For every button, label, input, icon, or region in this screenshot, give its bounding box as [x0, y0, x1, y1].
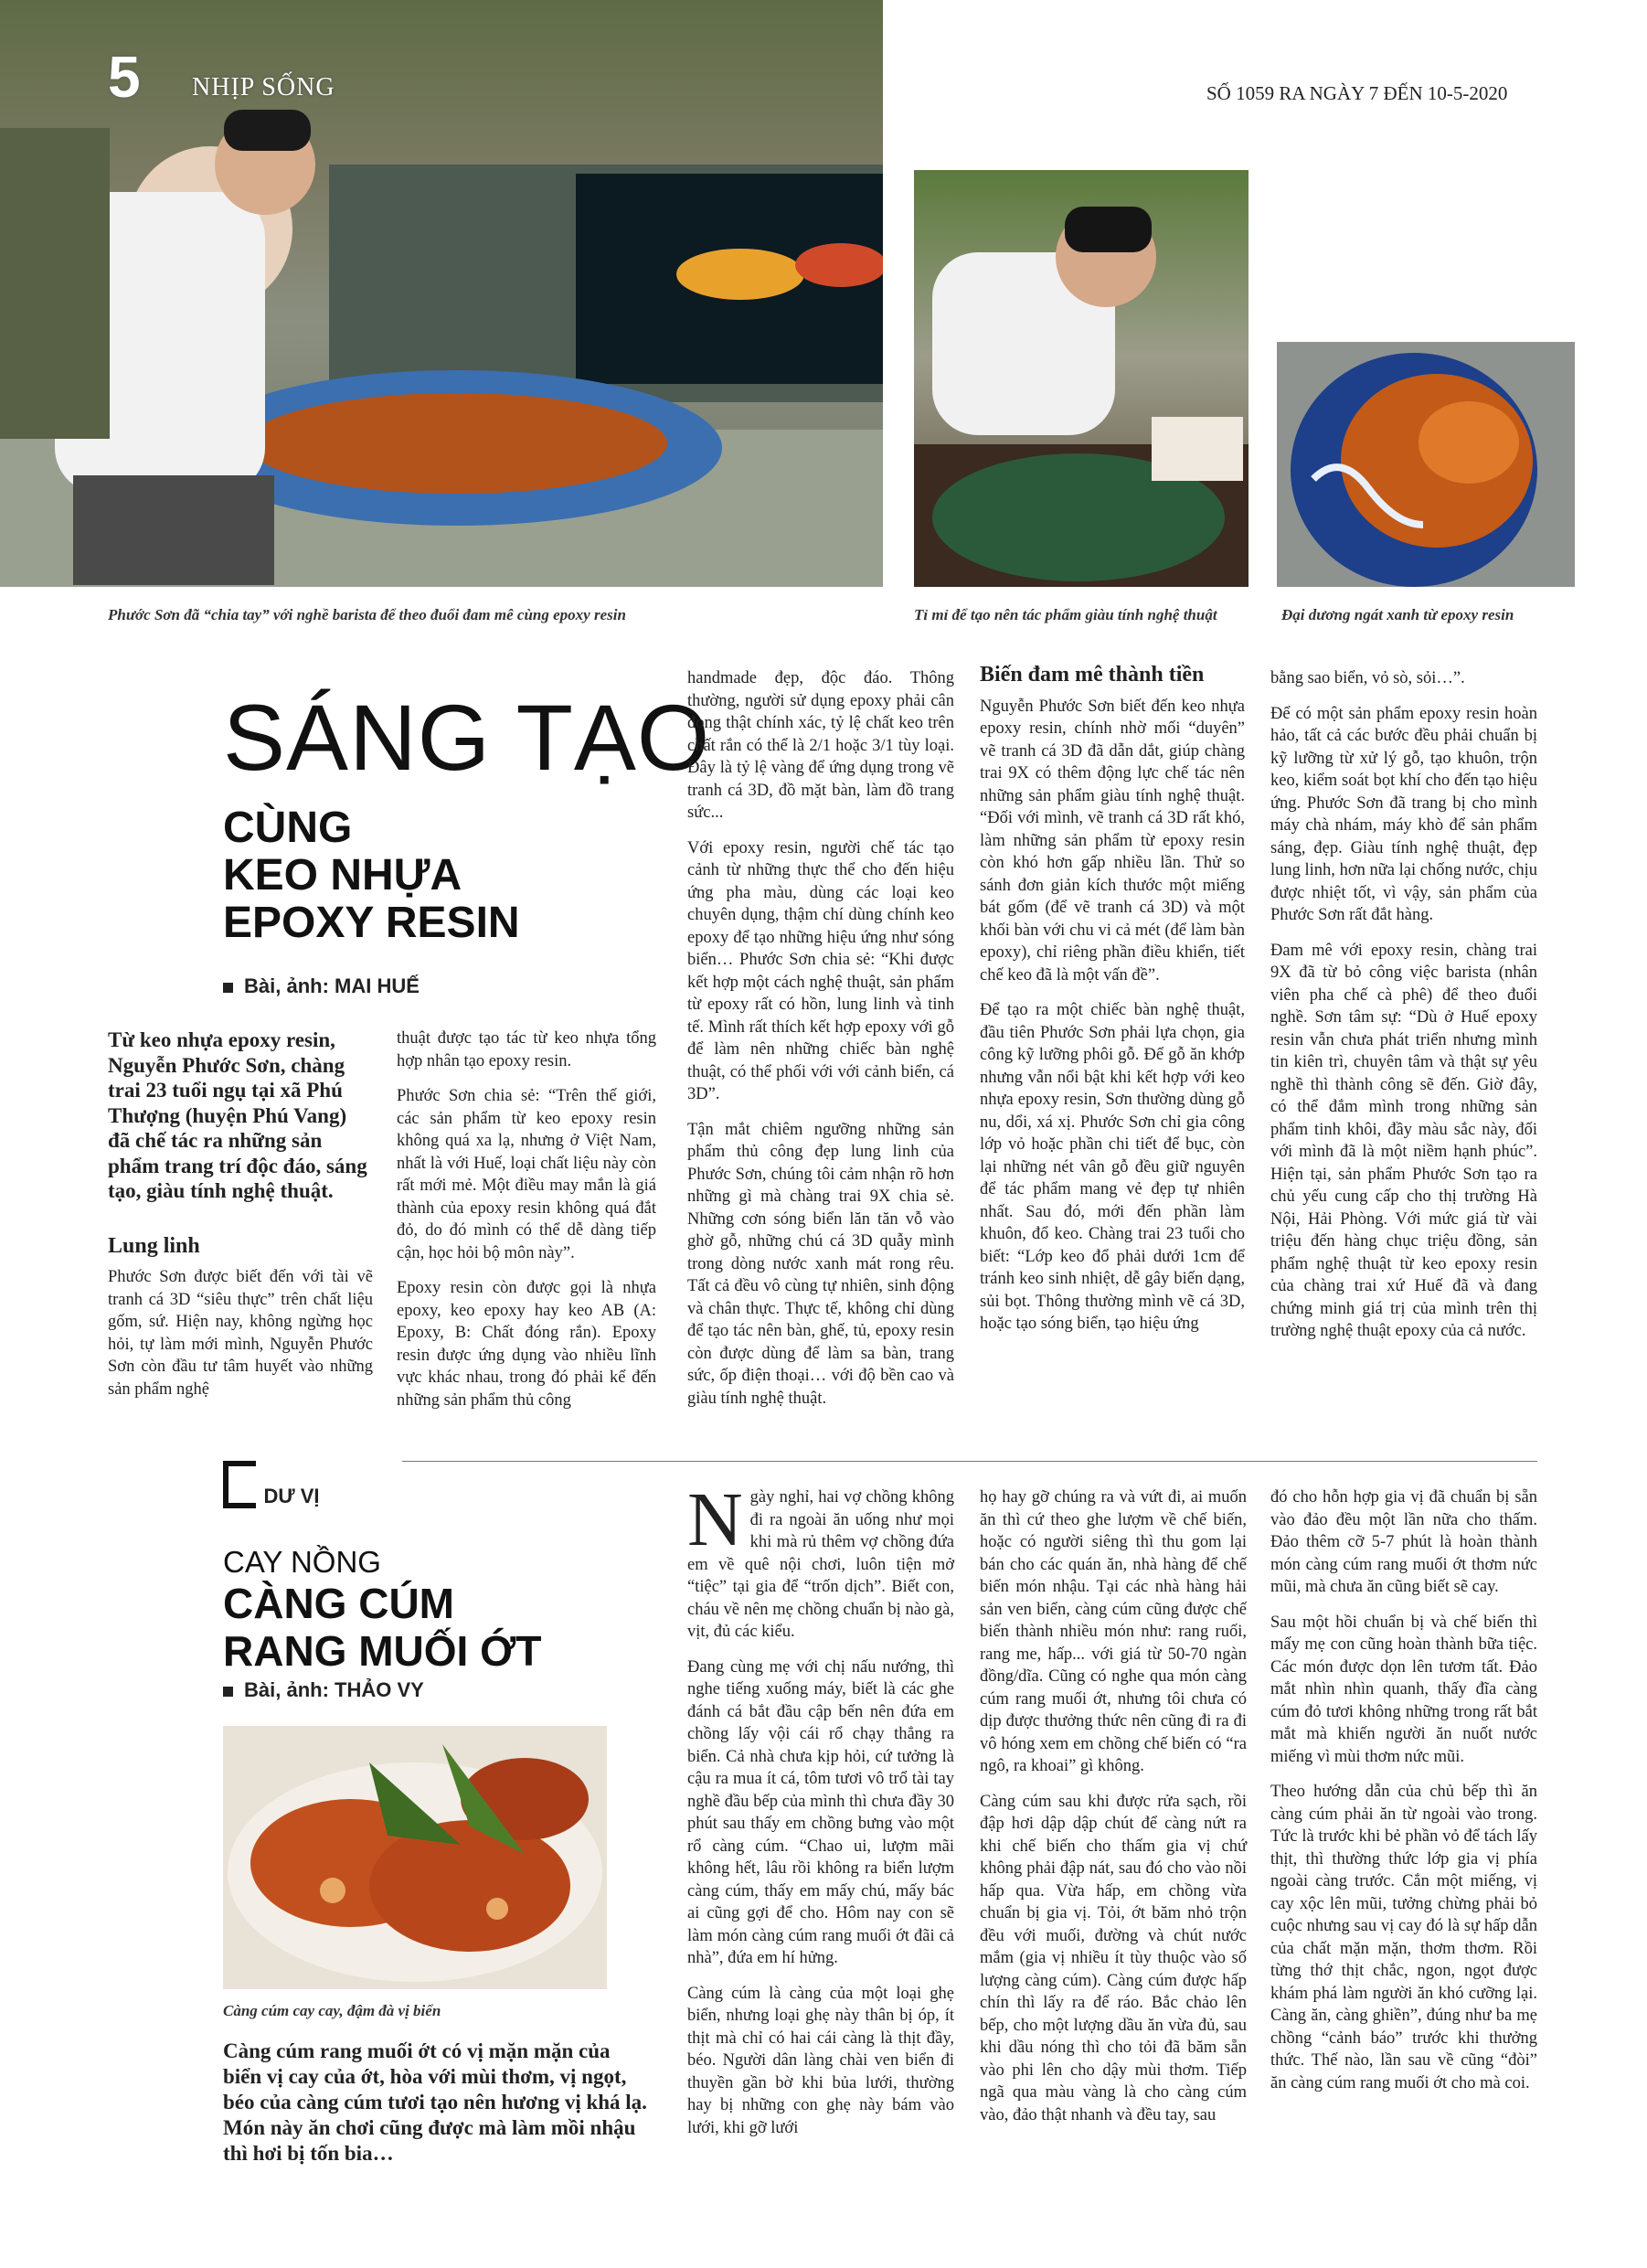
article1-column-4	[980, 664, 1245, 1348]
article2-lead: Càng cúm rang muối ớt có vị mặn mặn của biển vị cay của ớt, hòa với mùi thơm, vị ngọt, béo của càng cúm tươi tạo nên hương vị khá lạ. Món này ăn chơi cũng được mà làm mồi nhậu thì hơi bị tốn bia…	[223, 2039, 647, 2165]
article1-paragraph: bằng sao biển, vỏ sò, sỏi…”.	[1270, 669, 1465, 687]
article2-paragraph: Theo hướng dẫn của chủ bếp thì ăn càng cúm phải ăn từ ngoài vào trong. Tức là trước khi bẻ phần vỏ để tách lấy thịt, thì thường thức lớp gia vị phía ngoài càng trước. Cắn một miếng, vị cay xộc lên mũi, tưởng chừng phải bỏ cuộc nhưng sau vị cay đó là sự hấp dẫn của chất mặn mặn, thơm thơm. Rồi từng thớ thịt chắc, ngon, ngọt được khám phá làm người ăn khó cưỡng lại. Càng ăn, càng ghiền”, đúng như ba mẹ chồng “cảnh báo” trước khi thưởng thức. Thế nào, lần sau về cũng “đòi” ăn càng cúm rang muối ớt cho mà coi.	[1270, 1783, 1537, 2092]
article1-byline-text: Bài, ảnh: MAI HUẾ	[244, 974, 420, 997]
section-tag-du-vi	[223, 1461, 320, 1508]
article2-paragraph-first	[687, 1477, 954, 1644]
article1-paragraph: Để có một sản phẩm epoxy resin hoàn hảo, tất cả các bước đều phải chuẩn bị kỹ lưỡng từ xử lý gỗ, tạo khuôn, trộn keo, kiểm soát bọt khí cho đến tạo hiệu ứng. Phước Sơn đã trang bị cho mình máy chà nhám, máy khò để sản phẩm sáng, đẹp. Giàu tính nghệ thuật, đẹp lung linh, hơn nữa lại chống nước, chịu được nhiệt tốt, vì vậy, sản phẩm của Phước Sơn rất đắt hàng.	[1270, 704, 1537, 924]
photo-crab-claws-dish	[223, 1726, 607, 1989]
article1-byline	[223, 974, 420, 998]
section-title: NHỊP SỐNG	[192, 73, 335, 101]
article1-title-line2: CÙNG	[223, 804, 353, 852]
page-number: 5	[108, 44, 141, 110]
article1-paragraph: thuật được tạo tác từ keo nhựa tổng hợp nhân tạo epoxy resin.	[397, 1029, 656, 1070]
byline-square	[223, 1687, 233, 1697]
article2-paragraph: Càng cúm sau khi được rửa sạch, rồi đập hơi dập dập chút để càng nứt ra khi chế biến cho thấm gia vị chứ không phải đập nát, sau đó cho vào nồi hấp qua. Vừa hấp, em chồng vừa chuẩn bị gia vị. Tỏi, ớt băm nhỏ trộn đều với muối, đường và chút nước mắm (gia vị nhiều ít tùy thuộc vào số lượng càng cúm). Càng cúm được hấp chín thì lấy ra để ráo. Bắc chảo lên bếp, cho một lượng dầu ăn vừa đủ, sau khi dầu nóng thì cho tỏi đã băm sẵn vào phi lên cho dậy mùi thơm. Tiếp ngã qua màu vàng là cho càng cúm vào, đảo thật nhanh và đều tay, sau	[980, 1792, 1247, 2124]
article1-paragraph: Phước Sơn được biết đến với tài vẽ tranh cá 3D “siêu thực” trên chất liệu gốm, sứ. Hiện nay, không ngừng học hỏi, tự làm mới mình, Nguyễn Phước Sơn còn đầu tư tâm huyết vào những sản phẩm nghệ	[108, 1268, 373, 1399]
article2-paragraph-first-text: gày nghỉ, hai vợ chồng không đi ra ngoài ăn uống như mọi khi mà rủ thêm vợ chồng đứa em về quê nội chơi, luôn tiện mở “tiệc” tại gia để “trốn dịch”. Biết con, cháu về nên mẹ chồng chuẩn bị nào gà, vịt, đủ các kiểu.	[687, 1488, 954, 1641]
article2-column-3	[980, 1486, 1247, 2139]
article1-paragraph: Để tạo ra một chiếc bàn nghệ thuật, đầu tiên Phước Sơn phải lựa chọn, gia công kỹ lưỡng phôi gỗ. Để gỗ ăn khớp nhưng vẫn nổi bật khi kết hợp với keo nhựa epoxy resin, Sơn thường dùng gỗ nu, dổi, xá xị. Phước Sơn chỉ gia công lớp vỏ hoặc phần chi tiết để bục, còn lại những nét vân gỗ đều giữ nguyên để tác phẩm mang vẻ đẹp tự nhiên nhất. Sau đó, mới đến phần làm khuôn, đổ keo. Chàng trai 23 tuổi cho biết: “Lớp keo đổ phải dưới 1cm để tránh keo sinh nhiệt, dễ gây biến dạng, sủi bọt. Thông thường mình vẽ cá 3D, hoặc tạo sóng biển, tạo hiệu ứng	[980, 1001, 1245, 1333]
article1-lead: Từ keo nhựa epoxy resin, Nguyễn Phước Sơn, chàng trai 23 tuổi ngụ tại xã Phú Thượng (huyện Phú Vang) đã chế tác ra những sản phẩm trang trí độc đáo, sáng tạo, giàu tính nghệ thuật.	[108, 1028, 367, 1202]
article1-paragraph: Với epoxy resin, người chế tác tạo cảnh từ những thực thể cho đến hiệu ứng pha màu, dùng các loại keo chuyên dụng, thậm chí dùng chính keo epoxy để tạo những hiệu ứng như sóng biển… Phước Sơn chia sẻ: “Khi được kết hợp một cách nghệ thuật, sản phẩm từ epoxy rất có hồn, lung linh và tinh tế. Mình rất thích kết hợp epoxy với gỗ để làm nên những chiếc bàn nghệ thuật, có thể phối với với cảnh biển, cá 3D”.	[687, 838, 954, 1103]
photo-crab-caption: Càng cúm cay cay, đậm đà vị biển	[223, 2002, 441, 2019]
article2-paragraph: Đang cùng mẹ với chị nấu nướng, thì nghe tiếng xuống máy, biết là các ghe đánh cá bắt đầu cập bến nên đứa em chồng lấy vội cái rổ chạy thẳng ra biển. Cả nhà chưa kịp hỏi, cứ tưởng là cậu ra mua ít cá, tôm tươi vô trổ tài tay nghề đầu bếp của mình thì chưa đầy 30 phút sau thấy em chồng bưng vào một rổ càng cúm. “Chao ui, lượm mãi không hết, lâu rồi không ra biển lượm càng cúm, thấy em mấy chú, mấy bác ai cũng gợi để cho. Hôm nay con sẽ làm món càng cúm rang muối ớt đãi cả nhà”, đứa em hí hửng.	[687, 1657, 954, 1967]
photo-epoxy-ocean-table	[1277, 342, 1575, 587]
article1-subhead-bien-dam-me: Biến đam mê thành tiền	[980, 663, 1205, 687]
article1-column-5	[1270, 667, 1537, 1356]
photo-artist-painting	[914, 170, 1249, 587]
article2-title-line2: RANG MUỐI ỚT	[223, 1627, 542, 1675]
article1-column-1	[108, 1028, 373, 1413]
article1-title-line3: KEO NHỰA	[223, 851, 462, 900]
article2-kicker: CAY NỒNG	[223, 1545, 381, 1579]
article1-column-3	[687, 667, 954, 1422]
issue-info: SỐ 1059 RA NGÀY 7 ĐẾN 10-5-2020	[1206, 82, 1508, 104]
article2-paragraph: họ hay gỡ chúng ra và vứt đi, ai muốn ăn thì cứ theo ghe lượm về chế biến, hoặc có người siêng thì thu gom lại bán cho các quán ăn, nhà hàng để chế biến món nhậu. Tại các nhà hàng hải sản ven biển, càng cúm cũng được chế biến thành nhiều món như: rang ruối, rang me, hấp... với giá từ 50-70 ngàn đồng/dĩa. Cũng có nghe qua món càng cúm rang muối ớt, nhưng tôi chưa có dịp được thưởng thức nên cũng đi ra đi vô hóng xem em chồng chế biến có “ra ngô, ra khoai” gì không.	[980, 1488, 1247, 1775]
dropcap-letter: N	[687, 1477, 743, 1562]
photo2-caption: Tỉ mỉ để tạo nên tác phẩm giàu tính nghệ thuật	[914, 606, 1217, 623]
section-tag-label: DƯ VỊ	[263, 1485, 320, 1507]
article1-paragraph: Epoxy resin còn được gọi là nhựa epoxy, keo epoxy hay keo AB (A: Epoxy, B: Chất đóng rắn). Epoxy resin được ứng dụng vào nhiều lĩnh vực khác nhau, trong đó phải kể đến những sản phẩm thủ công	[397, 1279, 656, 1410]
article1-title-line4: EPOXY RESIN	[223, 899, 520, 947]
article1-paragraph: Nguyễn Phước Sơn biết đến keo nhựa epoxy resin, chính nhờ mối “duyên” vẽ tranh cá 3D đã dẫn dắt, giúp chàng trai 9X có thêm động lực chế tác nên những sản phẩm giàu tính nghệ thuật. “Đối với mình, vẽ tranh cá 3D rất khó, làm những sản phẩm từ epoxy resin còn khó hơn gấp nhiều lần. Thử so sánh đơn giản kích thước một miếng bát gốm (để vẽ tranh cá 3D) và một khối bàn với chu vi cả mét (để làm bàn epoxy), chỉ riêng phần điều khiển, tiết chế keo đã là một vấn đề”.	[980, 697, 1245, 985]
article2-lead-block	[223, 2039, 653, 2179]
article2-paragraph: đó cho hỗn hợp gia vị đã chuẩn bị sẵn vào đảo đều một lần nữa cho thấm. Đảo thêm cỡ 5-7 phút là hoàn thành món càng cúm rang muối ớt thơm nức mũi, mà chưa ăn cũng biết sẽ cay.	[1270, 1488, 1537, 1596]
photo3-caption: Đại dương ngát xanh từ epoxy resin	[1281, 606, 1514, 623]
article1-title-sub	[223, 804, 520, 947]
article1-paragraph: Tận mắt chiêm ngưỡng những sản phẩm thủ công đẹp lung linh của Phước Sơn, chúng tôi cảm nhận rõ hơn những gì mà chàng trai 9X chia sẻ. Những cơn sóng biển lăn tăn vỗ vào ghờ gỗ, những chú cá 3D quẫy mình trong dòng nước xanh mát rong rêu. Tất cả đều vô cùng tự nhiên, sinh động và chân thực. Thực tế, không chỉ dùng để tạo tác nên bàn, ghế, tủ, epoxy resin còn được dùng để làm sa bàn, trang sức, ốp điện thoại… với độ bền cao và giàu tính nghệ thuật.	[687, 1120, 954, 1408]
article1-title-main: SÁNG TẠO	[223, 686, 711, 790]
article1-paragraph: Phước Sơn chia sẻ: “Trên thế giới, các sản phẩm từ keo epoxy resin không quá xa lạ, nhưng ở Việt Nam, nhất là với Huế, loại chất liệu này còn rất mới mẻ. Một điều may mắn là giá thành của epoxy resin không quá đắt đỏ, do đó mình có thể dễ dàng tiếp cận, học hỏi bộ môn này”.	[397, 1087, 656, 1262]
article1-subhead-lung-linh: Lung linh	[108, 1233, 200, 1258]
article1-paragraph: handmade đẹp, độc đáo. Thông thường, người sử dụng epoxy phải cân đong thật chính xác, tỷ lệ chất keo trên chất rắn có thể là 2/1 hoặc 3/1 tùy loại. Đây là tỷ lệ vàng để ứng dụng trong vẽ tranh cá 3D, đồ mặt bàn, làm đồ trang sức...	[687, 669, 954, 822]
article2-column-2	[687, 1477, 954, 2152]
article1-column-2	[397, 1028, 656, 1424]
article2-byline	[223, 1678, 424, 1702]
article2-title-line1: CÀNG CÚM	[223, 1580, 454, 1627]
section-tag-bracket-icon	[223, 1461, 256, 1508]
article2-paragraph: Sau một hồi chuẩn bị và chế biến thì mấy mẹ con cũng hoàn thành bữa tiệc. Các món được dọn lên tươm tất. Đảo mắt nhìn nhìn quanh, thấy đĩa càng cúm đỏ tươi không những trong rất bắt mắt mà khiến người ăn nuốt nước miếng vì mùi thơm nức mũi.	[1270, 1613, 1537, 1766]
byline-square	[223, 983, 233, 993]
photo1-caption: Phước Sơn đã “chia tay” với nghề barista để theo đuổi đam mê cùng epoxy resin	[108, 606, 626, 623]
article2-title	[223, 1580, 541, 1675]
article1-paragraph: Đam mê với epoxy resin, chàng trai 9X đã từ bỏ công việc barista (nhân viên pha chế cà phê) để theo đuổi nghề. Sơn tâm sự: “Dù ở Huế epoxy resin vẫn chưa phát triển nhưng mình tin kiên trì, chuyên tâm và thật sự yêu nghề thì thành công sẽ đến. Giờ đây, có thể đắm mình trong những sản phẩm tinh khôi, đầy màu sắc này, đối với mình đã là một niềm hạnh phúc”. Hiện tại, sản phẩm Phước Sơn tạo ra chủ yếu cung cấp cho thị trường Hà Nội, Hải Phòng. Với mức giá từ vài triệu đến hàng chục triệu đồng, sản phẩm nghệ thuật từ keo epoxy resin của chàng trai xứ Huế đã và đang chứng minh giá trị của mình trên thị trường nghệ thuật epoxy của cả nước.	[1270, 941, 1537, 1340]
article2-column-4	[1270, 1486, 1537, 2107]
article2-byline-text: Bài, ảnh: THẢO VY	[244, 1678, 424, 1701]
article2-paragraph: Càng cúm là càng của một loại ghẹ biển, nhưng loại ghẹ này thân bị óp, ít thịt mà chỉ có hai cái càng là thịt đầy, béo. Người dân làng chài ven biển đi thuyền gần bờ khi bủa lưới, thường hay bị những con ghẹ này bám vào lưới, khi gỡ lưới	[687, 1984, 954, 2137]
section-divider	[402, 1461, 1537, 1462]
